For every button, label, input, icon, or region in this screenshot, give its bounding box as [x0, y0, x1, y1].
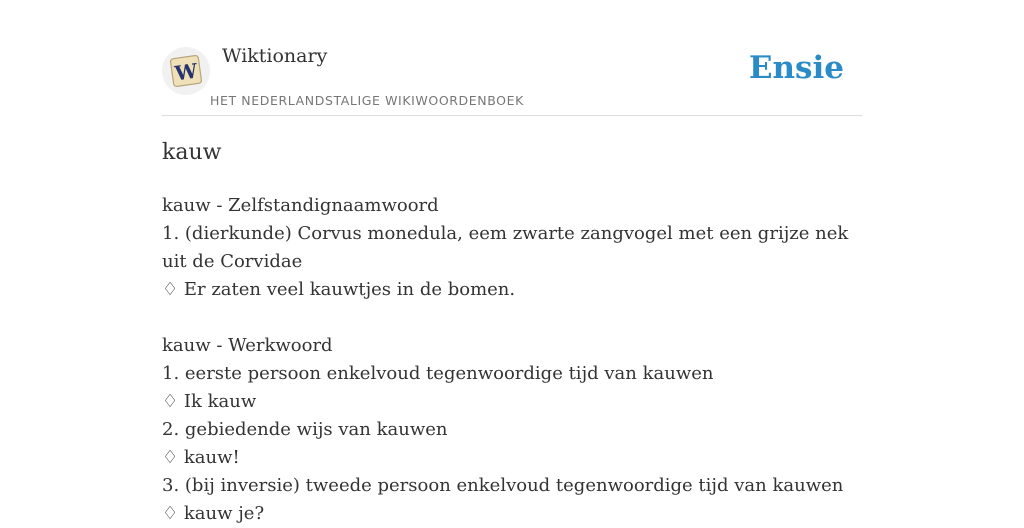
- example-line: ♢ Er zaten veel kauwtjes in de bomen.: [162, 279, 516, 300]
- logo-letter: W: [173, 58, 199, 86]
- wiktionary-logo-icon: [168, 53, 204, 89]
- definition-line: 1. eerste persoon enkelvoud tegenwoordige tijd van kauwen: [162, 363, 714, 384]
- page-container: [162, 0, 862, 524]
- definition-line: 1. (dierkunde) Corvus monedula, eem zwarte zangvogel met een grijze nek uit de Corvidae: [162, 223, 849, 272]
- site-logo[interactable]: [162, 47, 210, 95]
- verb-section: [162, 332, 862, 528]
- section-heading: kauw - Werkwoord: [162, 335, 333, 356]
- section-spacer: [162, 304, 862, 332]
- example-line: ♢ kauw je?: [162, 503, 265, 524]
- definition-line: 2. gebiedende wijs van kauwen: [162, 419, 448, 440]
- section-heading: kauw - Zelfstandignaamwoord: [162, 195, 439, 216]
- site-tagline: HET NEDERLANDSTALIGE WIKIWOORDENBOEK: [210, 93, 524, 108]
- example-line: ♢ Ik kauw: [162, 391, 257, 412]
- definition-line: 3. (bij inversie) tweede persoon enkelvoud tegenwoordige tijd van kauwen: [162, 475, 844, 496]
- page-title: kauw: [162, 140, 222, 165]
- noun-section: [162, 192, 862, 304]
- ensie-brand-link[interactable]: Ensie: [748, 50, 844, 86]
- site-name[interactable]: Wiktionary: [222, 45, 328, 67]
- example-line: ♢ kauw!: [162, 447, 240, 468]
- definition-body: [162, 192, 862, 528]
- header-divider: [162, 115, 862, 116]
